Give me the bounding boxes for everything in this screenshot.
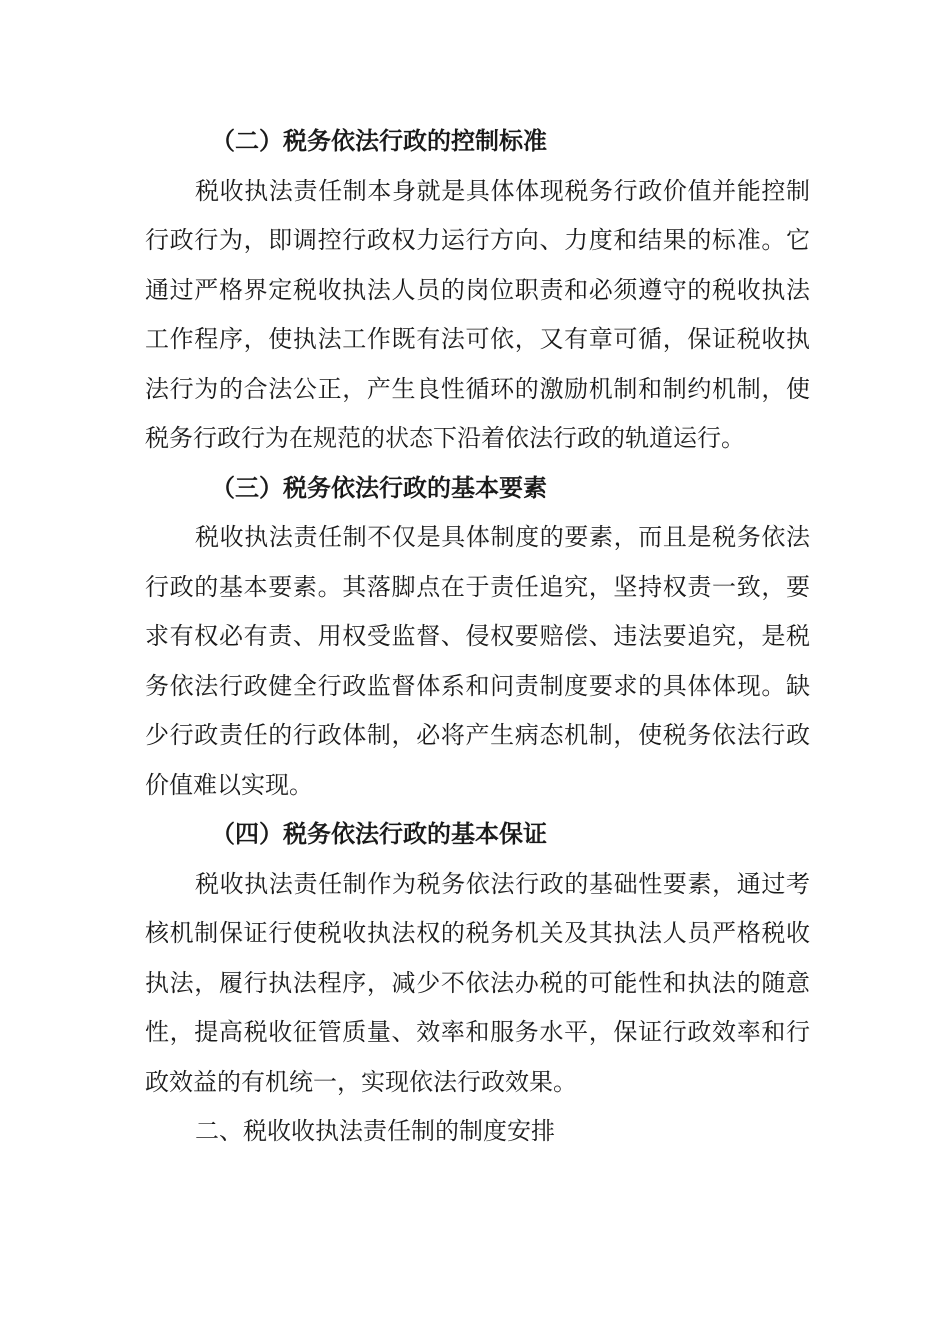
section-heading-2: （二）税务依法行政的控制标准 — [211, 127, 547, 155]
section-heading-3: （三）税务依法行政的基本要素 — [211, 473, 547, 502]
document-body — [145, 117, 810, 1157]
section-paragraph-2: 税收执法责任制本身就是具体体现税务行政价值并能控制行政行为，即调控行政权力运行方向、力度和结果的标准。它通过严格界定税收执法人员的岗位职责和必须遵守的税收执法工作程序，使执法工作既有法可依，又有章可循，保证税收执法行为的合法公正，产生良性循环的激励机制和制约机制，使税务行政行为在规范的状态下沿着依法行政的轨道运行。 — [145, 176, 810, 452]
chapter-heading: 二、税收收执法责任制的制度安排 — [195, 1117, 555, 1145]
section-paragraph-3: 税收执法责任制不仅是具体制度的要素，而且是税务依法行政的基本要素。其落脚点在于责任追究，坚持权责一致，要求有权必有责、用权受监督、侵权要赔偿、违法要追究，是税务依法行政健全行政监督体系和问责制度要求的具体体现。缺少行政责任的行政体制，必将产生病态机制，使税务依法行政价值难以实现。 — [145, 523, 810, 799]
section-paragraph-4: 税收执法责任制作为税务依法行政的基础性要素，通过考核机制保证行使税收执法权的税务机关及其执法人员严格税收执法，履行执法程序，减少不依法办税的可能性和执法的随意性，提高税收征管质量、效率和服务水平，保证行政效率和行政效益的有机统一，实现依法行政效果。 — [145, 869, 810, 1096]
section-heading-4: （四）税务依法行政的基本保证 — [211, 820, 547, 848]
